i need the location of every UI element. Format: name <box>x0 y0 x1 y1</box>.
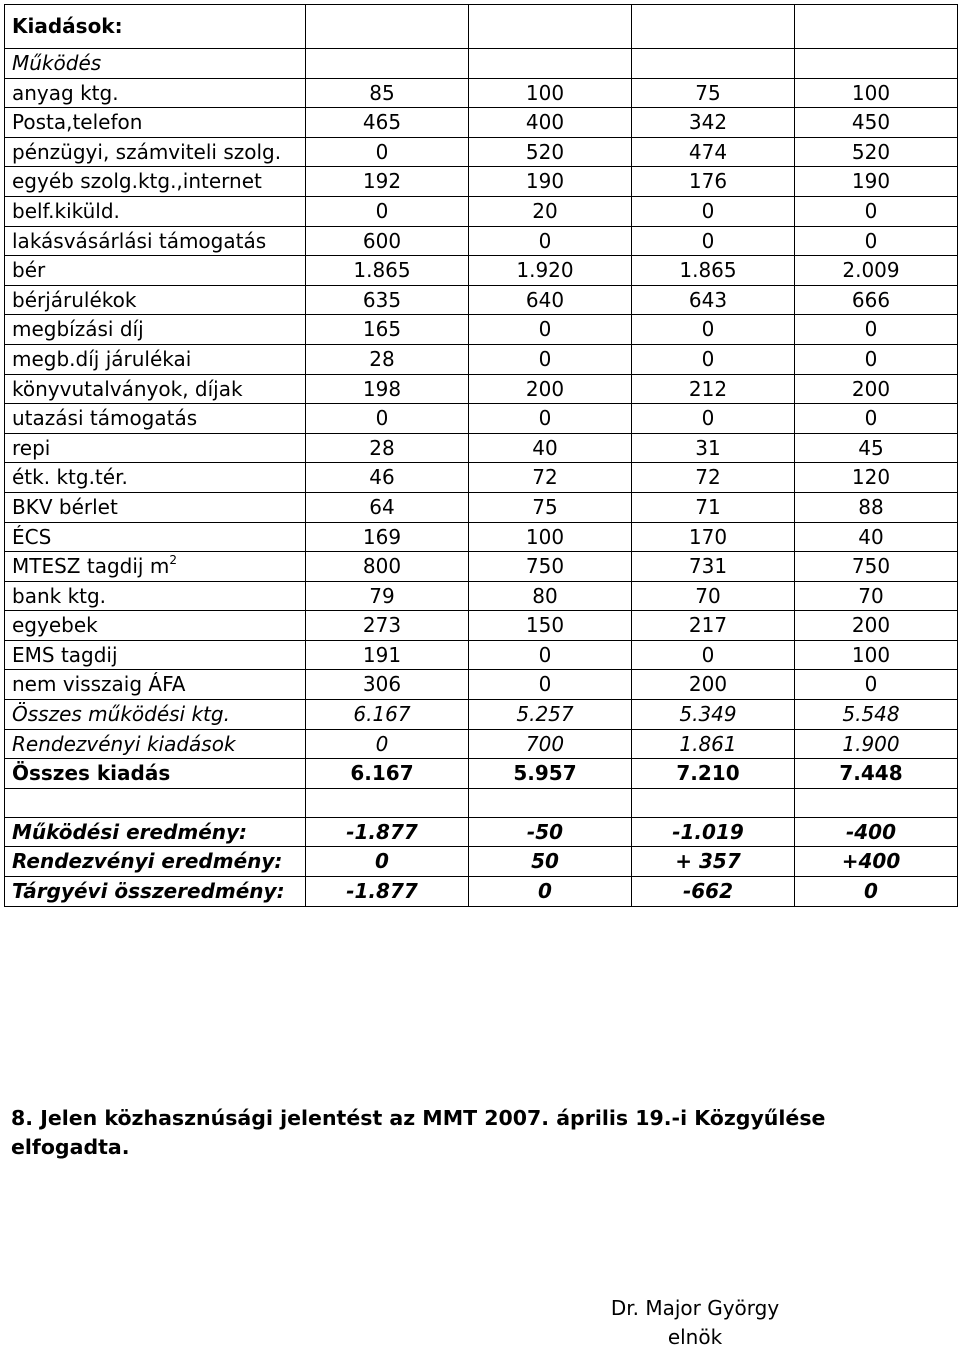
value-cell: 50 <box>469 847 632 877</box>
row-label <box>5 285 306 315</box>
value-cell: 1.865 <box>632 256 795 286</box>
value-cell: 731 <box>632 552 795 582</box>
value-cell: 0 <box>632 344 795 374</box>
expense-row <box>5 522 958 552</box>
row-label <box>5 78 306 108</box>
value-cell: 640 <box>469 285 632 315</box>
row-label <box>5 315 306 345</box>
value-cell: 217 <box>632 611 795 641</box>
row-label-text: Működési eredmény: <box>12 819 248 844</box>
value-cell: 5.957 <box>469 759 632 789</box>
expense-row <box>5 315 958 345</box>
row-label-text: Tárgyévi összeredmény: <box>12 879 285 904</box>
value-cell: 31 <box>632 433 795 463</box>
value-cell: 120 <box>795 463 958 493</box>
row-label <box>5 581 306 611</box>
value-cell: 5.548 <box>795 700 958 730</box>
spacer-row <box>5 788 958 817</box>
expense-row <box>5 611 958 641</box>
row-label <box>5 196 306 226</box>
value-cell: 192 <box>306 167 469 197</box>
row-label <box>5 433 306 463</box>
row-label <box>5 877 306 907</box>
row-label <box>5 463 306 493</box>
value-cell: 80 <box>469 581 632 611</box>
result-row <box>5 877 958 907</box>
value-cell: 200 <box>795 374 958 404</box>
row-label-text: bér <box>12 258 46 283</box>
row-label-text: repi <box>12 435 51 460</box>
expense-row <box>5 463 958 493</box>
value-cell: 0 <box>306 729 469 759</box>
row-label <box>5 759 306 789</box>
expense-row <box>5 670 958 700</box>
row-label-text: Rendezvényi eredmény: <box>12 849 283 874</box>
superscript: 2 <box>169 553 177 568</box>
value-cell: 72 <box>632 463 795 493</box>
expense-row <box>5 226 958 256</box>
row-label-text: Összes működési ktg. <box>12 702 230 727</box>
value-cell: 0 <box>469 670 632 700</box>
value-cell: 176 <box>632 167 795 197</box>
value-cell: 100 <box>469 78 632 108</box>
value-cell: 400 <box>469 108 632 138</box>
value-cell: 88 <box>795 492 958 522</box>
value-cell: 70 <box>795 581 958 611</box>
row-label-text: egyebek <box>12 613 98 638</box>
value-cell: -50 <box>469 817 632 847</box>
expense-row <box>5 344 958 374</box>
row-label-text: belf.kiküld. <box>12 198 120 223</box>
value-cell: 212 <box>632 374 795 404</box>
value-cell: 474 <box>632 137 795 167</box>
row-label-text: könyvutalványok, díjak <box>12 376 243 401</box>
row-label <box>5 611 306 641</box>
value-cell: 306 <box>306 670 469 700</box>
value-cell: 190 <box>469 167 632 197</box>
value-cell: 0 <box>795 226 958 256</box>
value-cell: 0 <box>795 315 958 345</box>
result-row <box>5 817 958 847</box>
value-cell: 100 <box>795 640 958 670</box>
expense-row <box>5 196 958 226</box>
value-cell: 150 <box>469 611 632 641</box>
table-heading: Kiadások: <box>5 5 306 49</box>
row-label-text: Összes kiadás <box>12 761 171 786</box>
row-label <box>5 729 306 759</box>
row-label-text: Rendezvényi kiadások <box>12 731 236 756</box>
row-label <box>5 344 306 374</box>
value-cell: 750 <box>469 552 632 582</box>
value-cell: 0 <box>469 315 632 345</box>
value-cell: 0 <box>632 196 795 226</box>
row-label <box>5 256 306 286</box>
value-cell: 273 <box>306 611 469 641</box>
value-cell: 0 <box>306 404 469 434</box>
value-cell: 200 <box>795 611 958 641</box>
total-row <box>5 759 958 789</box>
signature-title: elnök <box>667 1325 723 1349</box>
value-cell: 465 <box>306 108 469 138</box>
value-cell: -1.877 <box>306 817 469 847</box>
value-cell: 70 <box>632 581 795 611</box>
value-cell: 750 <box>795 552 958 582</box>
row-label <box>5 492 306 522</box>
row-label <box>5 670 306 700</box>
value-cell: 165 <box>306 315 469 345</box>
row-label-text: megbízási díj <box>12 317 144 342</box>
expense-row <box>5 108 958 138</box>
value-cell: 520 <box>795 137 958 167</box>
value-cell: 2.009 <box>795 256 958 286</box>
value-cell: 1.865 <box>306 256 469 286</box>
section-row <box>5 49 958 79</box>
expense-row <box>5 167 958 197</box>
value-cell: 79 <box>306 581 469 611</box>
subtotal-row <box>5 729 958 759</box>
value-cell: 0 <box>306 137 469 167</box>
value-cell: 0 <box>795 344 958 374</box>
value-cell: 7.210 <box>632 759 795 789</box>
row-label-text: Posta,telefon <box>12 110 143 135</box>
value-cell: 450 <box>795 108 958 138</box>
row-label <box>5 108 306 138</box>
value-cell: 7.448 <box>795 759 958 789</box>
expense-row <box>5 433 958 463</box>
row-label <box>5 522 306 552</box>
value-cell: 1.920 <box>469 256 632 286</box>
row-label-text: EMS tagdij <box>12 642 118 667</box>
value-cell: 40 <box>795 522 958 552</box>
value-cell: -662 <box>632 877 795 907</box>
row-label-text: egyéb szolg.ktg.,internet <box>12 169 262 194</box>
value-cell: 600 <box>306 226 469 256</box>
value-cell: 666 <box>795 285 958 315</box>
value-cell: 28 <box>306 433 469 463</box>
value-cell: 0 <box>632 404 795 434</box>
row-label <box>5 847 306 877</box>
value-cell: 800 <box>306 552 469 582</box>
value-cell: 75 <box>469 492 632 522</box>
value-cell: 5.349 <box>632 700 795 730</box>
value-cell: 200 <box>632 670 795 700</box>
expense-row <box>5 640 958 670</box>
value-cell: 0 <box>306 196 469 226</box>
value-cell: 100 <box>469 522 632 552</box>
expense-row <box>5 256 958 286</box>
expense-row <box>5 581 958 611</box>
expense-row <box>5 285 958 315</box>
row-label-text: BKV bérlet <box>12 494 118 519</box>
value-cell: 64 <box>306 492 469 522</box>
value-cell: 20 <box>469 196 632 226</box>
value-cell: 635 <box>306 285 469 315</box>
row-label-text: MTESZ tagdij m <box>12 554 170 579</box>
row-label-text: utazási támogatás <box>12 406 198 431</box>
row-label-text: étk. ktg.tér. <box>12 465 128 490</box>
row-label <box>5 640 306 670</box>
value-cell: 71 <box>632 492 795 522</box>
signature-name: Dr. Major György <box>610 1296 780 1320</box>
value-cell: + 357 <box>632 847 795 877</box>
row-label <box>5 167 306 197</box>
value-cell: 72 <box>469 463 632 493</box>
value-cell: 342 <box>632 108 795 138</box>
row-label-text: bérjárulékok <box>12 287 137 312</box>
value-cell: 0 <box>795 670 958 700</box>
row-label-text: ÉCS <box>12 524 52 549</box>
value-cell: 85 <box>306 78 469 108</box>
expense-row <box>5 552 958 582</box>
value-cell: 75 <box>632 78 795 108</box>
value-cell: 0 <box>632 640 795 670</box>
row-label <box>5 817 306 847</box>
subtotal-row <box>5 700 958 730</box>
approval-note: 8. Jelen közhasznúsági jelentést az MMT 2007. április 19.-i Közgyűlése elfogadta. <box>11 1106 826 1159</box>
value-cell: 40 <box>469 433 632 463</box>
value-cell: -1.877 <box>306 877 469 907</box>
value-cell: 191 <box>306 640 469 670</box>
value-cell: 198 <box>306 374 469 404</box>
signature-block <box>560 1294 830 1352</box>
value-cell: 0 <box>306 847 469 877</box>
value-cell: -1.019 <box>632 817 795 847</box>
row-label <box>5 552 306 582</box>
value-cell: 200 <box>469 374 632 404</box>
value-cell: 0 <box>632 226 795 256</box>
value-cell: 0 <box>795 877 958 907</box>
section-label: Működés <box>5 49 306 79</box>
row-label <box>5 404 306 434</box>
value-cell: 6.167 <box>306 700 469 730</box>
row-label-text: bank ktg. <box>12 583 107 608</box>
value-cell: 6.167 <box>306 759 469 789</box>
value-cell: 643 <box>632 285 795 315</box>
expense-row <box>5 374 958 404</box>
value-cell: 1.900 <box>795 729 958 759</box>
value-cell: 0 <box>469 877 632 907</box>
row-label-text: pénzügyi, számviteli szolg. <box>12 139 282 164</box>
value-cell: 1.861 <box>632 729 795 759</box>
row-label <box>5 137 306 167</box>
value-cell: 46 <box>306 463 469 493</box>
value-cell: 700 <box>469 729 632 759</box>
value-cell: 0 <box>795 404 958 434</box>
result-row <box>5 847 958 877</box>
row-label <box>5 226 306 256</box>
heading-row <box>5 5 958 49</box>
expenses-table <box>4 4 958 907</box>
expense-row <box>5 492 958 522</box>
value-cell: 0 <box>632 315 795 345</box>
expense-row <box>5 404 958 434</box>
value-cell: 28 <box>306 344 469 374</box>
expense-row <box>5 137 958 167</box>
value-cell: 0 <box>795 196 958 226</box>
row-label-text: megb.díj járulékai <box>12 346 192 371</box>
row-label-text: anyag ktg. <box>12 80 119 105</box>
row-label-text: lakásvásárlási támogatás <box>12 228 267 253</box>
value-cell: 169 <box>306 522 469 552</box>
value-cell: 0 <box>469 640 632 670</box>
value-cell: 45 <box>795 433 958 463</box>
value-cell: 100 <box>795 78 958 108</box>
value-cell: 170 <box>632 522 795 552</box>
row-label <box>5 700 306 730</box>
value-cell: 0 <box>469 404 632 434</box>
expense-row <box>5 78 958 108</box>
value-cell: +400 <box>795 847 958 877</box>
value-cell: 190 <box>795 167 958 197</box>
value-cell: 0 <box>469 344 632 374</box>
row-label <box>5 374 306 404</box>
value-cell: 0 <box>469 226 632 256</box>
value-cell: -400 <box>795 817 958 847</box>
row-label-text: nem visszaig ÁFA <box>12 672 186 697</box>
value-cell: 5.257 <box>469 700 632 730</box>
value-cell: 520 <box>469 137 632 167</box>
